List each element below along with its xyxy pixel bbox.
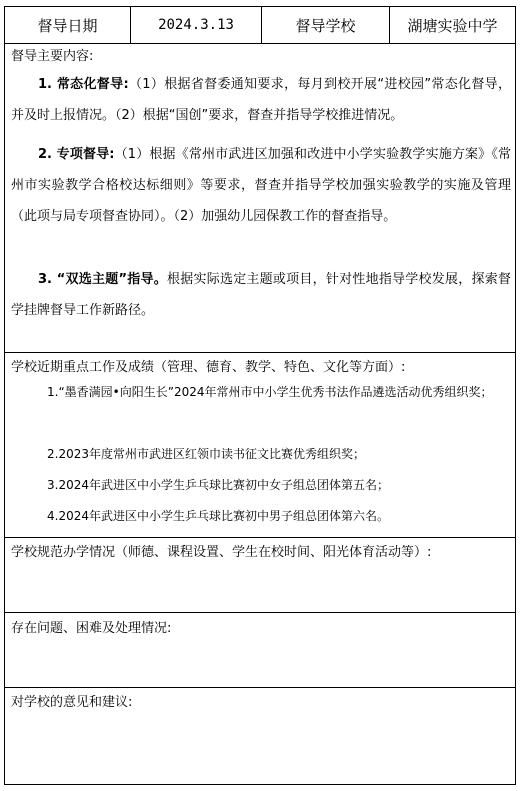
- standards-section: [5, 538, 515, 613]
- school-value-cell: 湖塘实验中学: [407, 16, 498, 35]
- main-content-section: [5, 43, 515, 353]
- date-label-cell: 督导日期: [5, 7, 131, 43]
- standards-title: 学校规范办学情况（师德、课程设置、学生在校时间、阳光体育活动等）:: [11, 545, 432, 560]
- paragraph-3-sep: 。: [153, 272, 167, 287]
- paragraph-1-sep: :: [123, 77, 129, 92]
- main-content-paragraph-2: [11, 139, 511, 232]
- date-value-cell: 2024.3.13: [131, 7, 262, 43]
- problems-section: [5, 613, 515, 688]
- suggestions-title: 对学校的意见和建议:: [11, 695, 133, 710]
- paragraph-3-text: 根据实际选定主题或项目，针对性地指导学校发展，探索督学挂牌督导工作新路径。: [11, 272, 511, 318]
- achievement-item-4: 4.2024年武进区中小学生乒乓球比赛初中男子组总团体第六名。: [47, 509, 389, 523]
- main-content-paragraph-1: [11, 69, 511, 131]
- paragraph-2-lead: 2. 专项督导: [38, 147, 110, 162]
- achievements-title: 学校近期重点工作及成绩（管理、德育、教学、特色、文化等方面）:: [11, 360, 406, 375]
- supervision-record-table: [4, 6, 516, 785]
- achievement-item-3: 3.2024年武进区中小学生乒乓球比赛初中女子组总团体第五名；: [47, 478, 389, 492]
- problems-title: 存在问题、困难及处理情况:: [11, 621, 172, 636]
- paragraph-2-sep: :: [109, 147, 115, 162]
- school-label-cell: 督导学校: [262, 7, 390, 43]
- paragraph-3-lead: 3. “双选主题”指导: [38, 272, 154, 287]
- paragraph-2-text: （1）根据《常州市武进区加强和改进中小学实验教学实施方案》《常州市实验教学合格校达标细则》等要求，督查并指导学校加强实验教学的实施及管理（此项与局专项督查协同）。（2）加强幼儿园保教工作的督查指导。: [11, 147, 511, 224]
- paragraph-1-text: （1）根据省督委通知要求，每月到校开展“进校园”常态化督导，并及时上报情况。（2）根据“国创”要求，督查并指导学校推进情况。: [11, 77, 511, 123]
- main-content-title: 督导主要内容:: [11, 49, 94, 64]
- achievement-item-2: 2.2023年度常州市武进区红领巾读书征文比赛优秀组织奖；: [47, 447, 365, 461]
- main-content-paragraph-3: [11, 264, 511, 326]
- achievements-section: [5, 353, 515, 538]
- suggestions-section: [5, 688, 515, 784]
- paragraph-1-lead: 1. 常态化督导: [38, 77, 124, 92]
- achievement-item-1: 1.“墨香满园•向阳生长”2024年常州市中小学生优秀书法作品遴选活动优秀组织奖；: [47, 385, 493, 399]
- header-row: [5, 7, 515, 44]
